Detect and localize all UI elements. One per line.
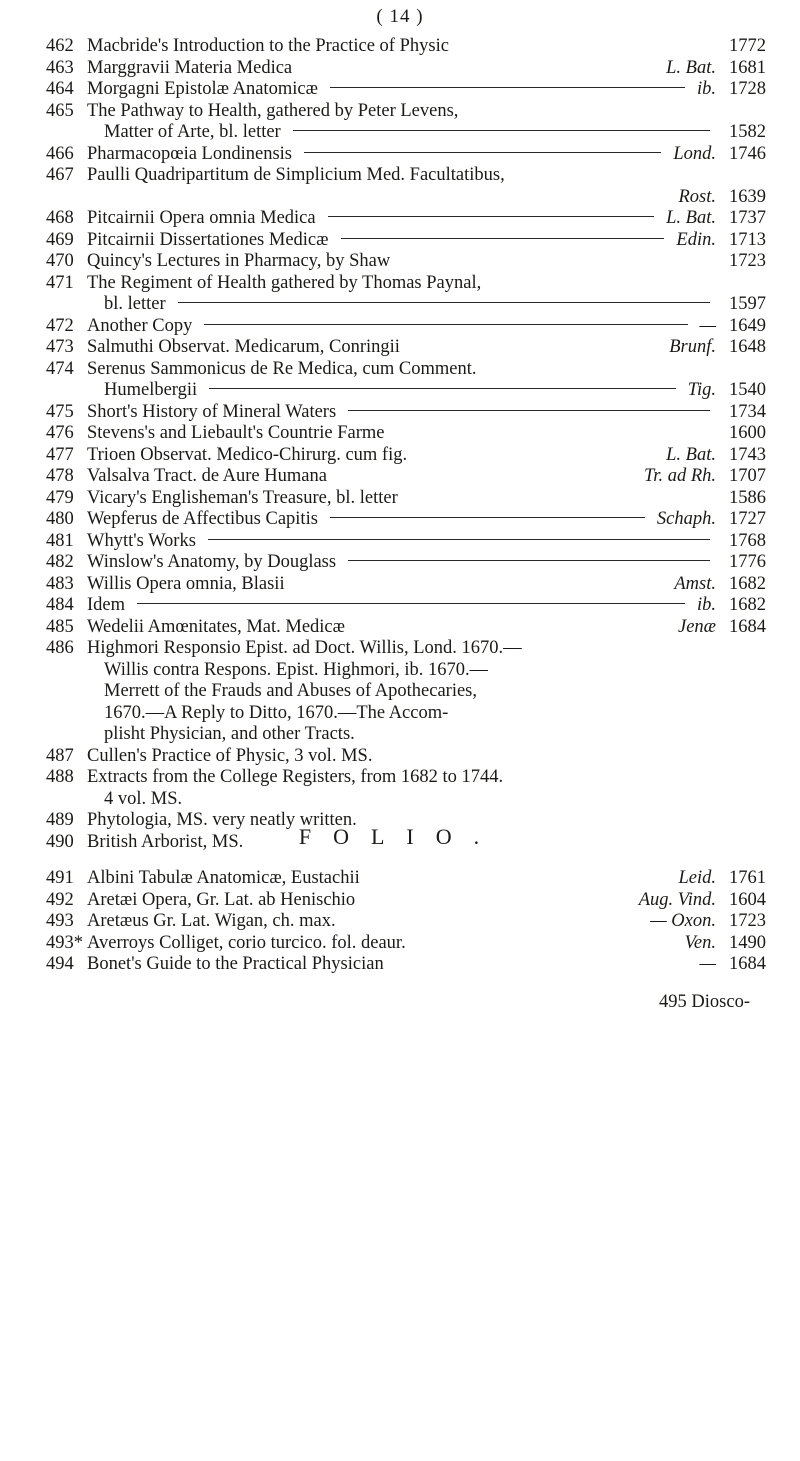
- catalogue-entry: [46, 911, 766, 933]
- catalogue-entry: [46, 273, 766, 316]
- catalogue-entry: [46, 337, 766, 359]
- entry-number: 494: [46, 954, 74, 974]
- catalogue-entry: [46, 445, 766, 467]
- imprint-year: 1681: [729, 57, 766, 78]
- entry-line: [46, 868, 766, 890]
- entry-title: Morgagni Epistolæ Anatomicæ: [87, 79, 318, 99]
- entry-line: [46, 509, 766, 531]
- imprint-place: Edin.: [676, 229, 716, 250]
- entry-line: [46, 36, 766, 58]
- entry-title: Humelbergii: [104, 380, 198, 400]
- entry-line: [46, 724, 766, 746]
- entry-title: Averroys Colliget, corio turcico. fol. deaur.: [87, 932, 406, 953]
- catalogue-entry: [46, 359, 766, 402]
- entry-title: Phytologia, MS. very neatly written.: [87, 810, 357, 830]
- entry-line: [46, 337, 766, 359]
- entry-line: [46, 273, 766, 295]
- entry-line: [46, 445, 766, 467]
- leader-rule: [204, 324, 687, 325]
- leader-rule: [304, 152, 661, 153]
- entry-line: [46, 660, 766, 682]
- entry-number: 462: [46, 36, 74, 56]
- entry-number: 491: [46, 868, 74, 888]
- entry-number: 472: [46, 315, 74, 336]
- entry-title: Aretæus Gr. Lat. Wigan, ch. max.: [87, 911, 336, 931]
- entry-number: 474: [46, 358, 74, 379]
- imprint-year: 1723: [729, 911, 766, 931]
- imprint-place: Tig.: [687, 380, 716, 400]
- imprint-place: L. Bat.: [666, 444, 716, 465]
- entry-title: Willis Opera omnia, Blasii: [87, 573, 285, 594]
- entry-number: 464: [46, 79, 74, 99]
- entry-title: Whytt's Works: [87, 530, 196, 551]
- entry-title: The Pathway to Health, gathered by Peter Levens,: [87, 100, 459, 121]
- entry-number: 482: [46, 552, 74, 572]
- leader-rule: [178, 302, 710, 303]
- imprint-place: L. Bat.: [666, 57, 716, 78]
- catalogue-entry: [46, 79, 766, 101]
- imprint-place: ib.: [696, 595, 716, 615]
- leader-rule: [348, 560, 710, 561]
- entry-title: Wedelii Amœnitates, Mat. Medicæ: [87, 616, 345, 637]
- entry-line: [46, 574, 766, 596]
- entry-line: [46, 144, 766, 166]
- entry-title: Macbride's Introduction to the Practice of Physic: [87, 36, 449, 56]
- imprint-year: 1723: [729, 251, 766, 271]
- entry-title: Serenus Sammonicus de Re Medica, cum Comment.: [87, 358, 477, 379]
- imprint-year: 1684: [729, 954, 766, 974]
- entry-title: The Regiment of Health gathered by Thomas Paynal,: [87, 272, 482, 293]
- entry-line: [46, 101, 766, 123]
- imprint-year: 1727: [729, 509, 766, 529]
- imprint-year: 1490: [729, 932, 766, 953]
- catalogue-entry: [46, 595, 766, 617]
- catalogue-entry: [46, 251, 766, 273]
- entry-title: Willis contra Respons. Epist. Highmori, ib. 1670.—: [104, 659, 489, 680]
- entry-title: Salmuthi Observat. Medicarum, Conringii: [87, 337, 400, 357]
- imprint-place: —: [699, 315, 716, 336]
- entry-number: 488: [46, 767, 74, 787]
- entry-line: [46, 488, 766, 510]
- entry-title: Trioen Observat. Medico-Chirurg. cum fig.: [87, 444, 408, 465]
- entry-title: Valsalva Tract. de Aure Humana: [87, 466, 327, 486]
- imprint-year: 1772: [729, 36, 766, 56]
- entry-title: Merrett of the Frauds and Abuses of Apothecaries,: [104, 681, 477, 701]
- entry-line: [46, 911, 766, 933]
- catalogue-entry: [46, 101, 766, 144]
- imprint-place: Ven.: [684, 932, 716, 953]
- imprint-year: 1682: [729, 573, 766, 594]
- catalogue-entry: [46, 488, 766, 510]
- entry-title: British Arborist, MS.: [87, 831, 244, 852]
- entry-line: [46, 79, 766, 101]
- catalogue-entry: [46, 638, 766, 746]
- entry-number: 485: [46, 616, 74, 637]
- entry-number: 492: [46, 889, 74, 910]
- entry-title: Pharmacopœia Londinensis: [87, 143, 292, 164]
- entry-line: [46, 703, 766, 725]
- entry-title: Pitcairnii Dissertationes Medicæ: [87, 229, 329, 250]
- catalogue-entry: [46, 767, 766, 810]
- entry-line: [46, 617, 766, 639]
- entry-title: Marggravii Materia Medica: [87, 57, 293, 78]
- imprint-year: 1649: [729, 315, 766, 336]
- imprint-place: Amst.: [674, 573, 716, 594]
- entry-number: 481: [46, 530, 74, 551]
- imprint-year: 1684: [729, 616, 766, 637]
- catalogue-entry: [46, 531, 766, 553]
- imprint-year: 1597: [729, 294, 766, 314]
- entry-title: plisht Physician, and other Tracts.: [104, 724, 355, 744]
- catalogue-entry: [46, 954, 766, 976]
- entry-line: [46, 294, 766, 316]
- page-number: ( 14 ): [376, 6, 424, 27]
- entry-line: [46, 954, 766, 976]
- catalogue-entry: [46, 890, 766, 912]
- entry-line: [46, 767, 766, 789]
- entry-title: Aretæi Opera, Gr. Lat. ab Henischio: [87, 889, 356, 910]
- entry-title: Matter of Arte, bl. letter: [104, 122, 281, 142]
- entry-number: 487: [46, 745, 74, 766]
- entry-title: Short's History of Mineral Waters: [87, 401, 337, 422]
- entry-number: 467: [46, 165, 74, 185]
- imprint-year: 1768: [729, 530, 766, 551]
- entry-title: Albini Tabulæ Anatomicæ, Eustachii: [87, 868, 360, 888]
- entry-title: 1670.—A Reply to Ditto, 1670.—The Accom-: [104, 702, 449, 723]
- catalogue-entry: [46, 230, 766, 252]
- entry-line: [46, 681, 766, 703]
- imprint-year: 1682: [729, 595, 766, 615]
- entry-title: Quincy's Lectures in Pharmacy, by Shaw: [87, 251, 391, 271]
- entry-number: 486: [46, 638, 74, 658]
- imprint-place: ib.: [696, 79, 716, 99]
- entry-line: [46, 789, 766, 811]
- catalogue-entry: [46, 552, 766, 574]
- imprint-year: 1586: [729, 487, 766, 508]
- imprint-place: — Oxon.: [650, 911, 716, 931]
- imprint-year: 1728: [729, 79, 766, 99]
- entry-number: 483: [46, 573, 74, 594]
- entry-title: Idem: [87, 595, 126, 615]
- catchword: 495 Dioscο-: [659, 992, 750, 1012]
- entry-number: 471: [46, 272, 74, 293]
- entry-line: [46, 466, 766, 488]
- imprint-year: 1639: [729, 186, 766, 207]
- catalogue-entry: [46, 933, 766, 955]
- entry-line: [46, 531, 766, 553]
- entry-line: [46, 638, 766, 660]
- entry-number: 469: [46, 229, 74, 250]
- imprint-year: 1743: [729, 444, 766, 465]
- entry-line: [46, 890, 766, 912]
- catalogue-entry: [46, 423, 766, 445]
- entry-line: [46, 380, 766, 402]
- leader-rule: [293, 130, 710, 131]
- catalogue-entry: [46, 868, 766, 890]
- entry-line: [46, 251, 766, 273]
- leader-rule: [330, 517, 645, 518]
- entry-title: Wepferus de Affectibus Capitis: [87, 509, 318, 529]
- entry-line: [46, 933, 766, 955]
- imprint-place: Tr. ad Rh.: [644, 466, 716, 486]
- catalogue-entry: [46, 165, 766, 208]
- imprint-year: 1540: [729, 380, 766, 400]
- entry-title: Winslow's Anatomy, by Douglass: [87, 552, 337, 572]
- entry-line: [46, 187, 766, 209]
- imprint-year: 1761: [729, 868, 766, 888]
- leader-rule: [348, 410, 710, 411]
- catalogue-entry: [46, 509, 766, 531]
- entry-number: 477: [46, 444, 74, 465]
- entry-number: 493*: [46, 932, 83, 953]
- imprint-year: 1746: [729, 143, 766, 164]
- entry-number: 479: [46, 487, 74, 508]
- catalogue-entry: [46, 144, 766, 166]
- leader-rule: [137, 603, 685, 604]
- imprint-place: Lond.: [673, 143, 716, 164]
- catalogue-entry: [46, 208, 766, 230]
- catalogue-entry: [46, 36, 766, 58]
- entry-number: 478: [46, 466, 74, 486]
- imprint-place: L. Bat.: [666, 208, 716, 228]
- entry-title: bl. letter: [104, 294, 166, 314]
- imprint-place: Schaph.: [656, 509, 716, 529]
- catalogue-entry: [46, 58, 766, 80]
- entry-line: [46, 208, 766, 230]
- leader-rule: [328, 216, 655, 217]
- entry-line: [46, 595, 766, 617]
- entry-number: 475: [46, 401, 74, 422]
- imprint-year: 1707: [729, 466, 766, 486]
- imprint-year: 1648: [729, 337, 766, 357]
- catalogue-entry: [46, 617, 766, 639]
- entry-line: [46, 230, 766, 252]
- entry-line: [46, 402, 766, 424]
- entry-number: 468: [46, 208, 74, 228]
- entry-title: Vicary's Englisheman's Treasure, bl. letter: [87, 487, 398, 508]
- leader-rule: [330, 87, 685, 88]
- catalogue-entry: [46, 466, 766, 488]
- imprint-year: 1737: [729, 208, 766, 228]
- imprint-year: 1600: [729, 423, 766, 443]
- entry-number: 480: [46, 509, 74, 529]
- entry-number: 463: [46, 57, 74, 78]
- imprint-place: Rost.: [678, 186, 716, 207]
- imprint-year: 1776: [729, 552, 766, 572]
- entry-number: 470: [46, 251, 74, 271]
- imprint-place: Brunf.: [669, 337, 716, 357]
- entry-line: [46, 58, 766, 80]
- entry-title: Stevens's and Liebault's Countrie Farme: [87, 423, 385, 443]
- entry-number: 493: [46, 911, 74, 931]
- catalogue-entry: [46, 746, 766, 768]
- entry-number: 490: [46, 831, 74, 852]
- imprint-place: Leid.: [678, 868, 716, 888]
- folio-entry-list: [46, 868, 766, 976]
- catalogue-entry: [46, 316, 766, 338]
- imprint-place: —: [699, 954, 716, 974]
- imprint-year: 1582: [729, 122, 766, 142]
- imprint-year: 1713: [729, 229, 766, 250]
- entry-line: [46, 746, 766, 768]
- entry-number: 484: [46, 595, 74, 615]
- imprint-place: Jenæ: [677, 616, 716, 637]
- catalogue-entry: [46, 402, 766, 424]
- entry-line: [46, 316, 766, 338]
- entry-number: 476: [46, 423, 74, 443]
- entry-title: 4 vol. MS.: [104, 788, 183, 809]
- entry-number: 466: [46, 143, 74, 164]
- entry-title: Cullen's Practice of Physic, 3 vol. MS.: [87, 745, 373, 766]
- entry-title: Highmori Responsio Epist. ad Doct. Willis, Lond. 1670.—: [87, 638, 522, 658]
- entry-line: [46, 423, 766, 445]
- leader-rule: [341, 238, 665, 239]
- entry-line: [46, 122, 766, 144]
- entry-line: [46, 165, 766, 187]
- imprint-year: 1604: [729, 889, 766, 910]
- entry-number: 473: [46, 337, 74, 357]
- entry-title: Another Copy: [87, 315, 193, 336]
- entry-title: Pitcairnii Opera omnia Medica: [87, 208, 316, 228]
- imprint-place: Aug. Vind.: [638, 889, 716, 910]
- entry-line: [46, 359, 766, 381]
- entry-number: 489: [46, 810, 74, 830]
- leader-rule: [209, 388, 676, 389]
- catalogue-entry: [46, 574, 766, 596]
- entry-list: [46, 36, 766, 853]
- entry-title: Paulli Quadripartitum de Simplicium Med. Facultatibus,: [87, 165, 505, 185]
- section-heading-folio: FOLIO.: [298, 824, 502, 849]
- entry-line: [46, 552, 766, 574]
- entry-number: 465: [46, 100, 74, 121]
- imprint-year: 1734: [729, 401, 766, 422]
- entry-title: Bonet's Guide to the Practical Physician: [87, 954, 384, 974]
- leader-rule: [208, 539, 710, 540]
- entry-title: Extracts from the College Registers, from 1682 to 1744.: [87, 767, 504, 787]
